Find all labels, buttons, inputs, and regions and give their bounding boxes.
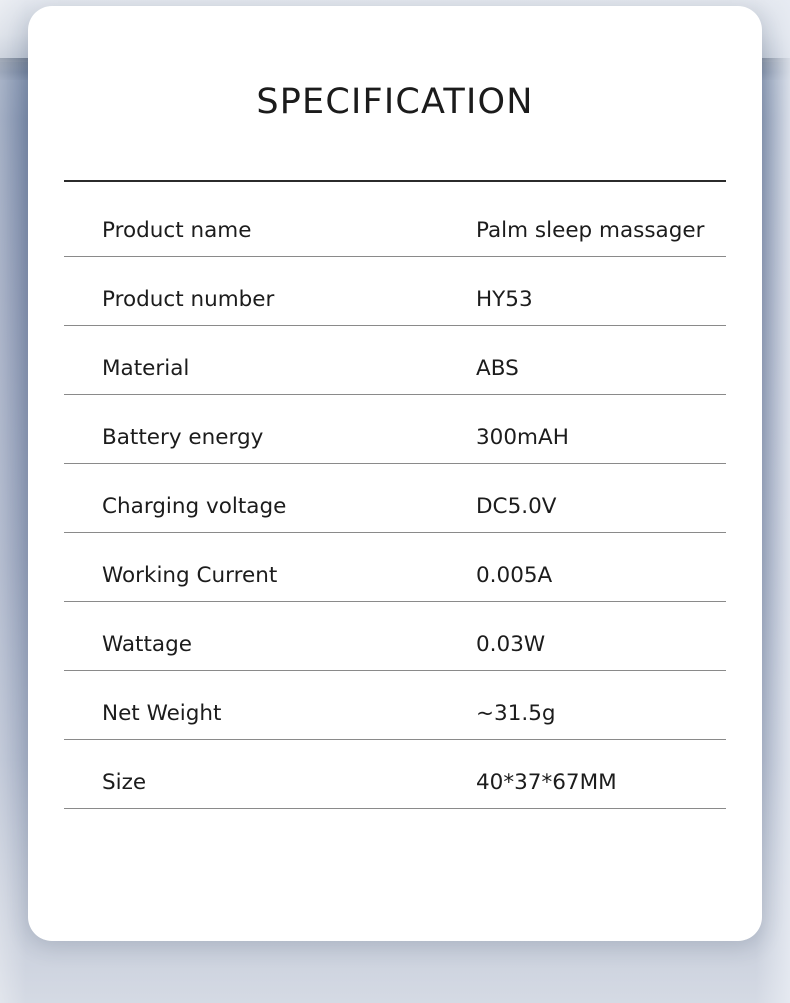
table-row [64,464,726,533]
spec-value: 40*37*67MM [476,770,617,795]
spec-value: 0.03W [476,632,546,657]
spec-label: Net Weight [102,701,222,726]
spec-label: Product name [102,218,252,243]
spec-value: 0.005A [476,563,553,588]
table-row [64,533,726,602]
table-row [64,740,726,809]
spec-value: ~31.5g [476,701,556,726]
specification-card [28,6,762,941]
spec-label: Material [102,356,190,381]
spec-value: ABS [476,356,519,381]
spec-label: Product number [102,287,275,312]
spec-label: Wattage [102,632,192,657]
spec-label: Charging voltage [102,494,287,519]
background-left-highlight [0,0,26,1003]
spec-value: HY53 [476,287,533,312]
specification-table [64,182,726,809]
spec-label: Size [102,770,147,795]
page-title: SPECIFICATION [256,82,534,122]
table-row [64,602,726,671]
spec-value: 300mAH [476,425,569,450]
table-row [64,188,726,257]
spec-label: Working Current [102,563,278,588]
spec-value: DC5.0V [476,494,557,519]
table-row [64,257,726,326]
table-row [64,326,726,395]
spec-value: Palm sleep massager [476,218,705,243]
table-row [64,671,726,740]
spec-label: Battery energy [102,425,264,450]
table-row [64,395,726,464]
